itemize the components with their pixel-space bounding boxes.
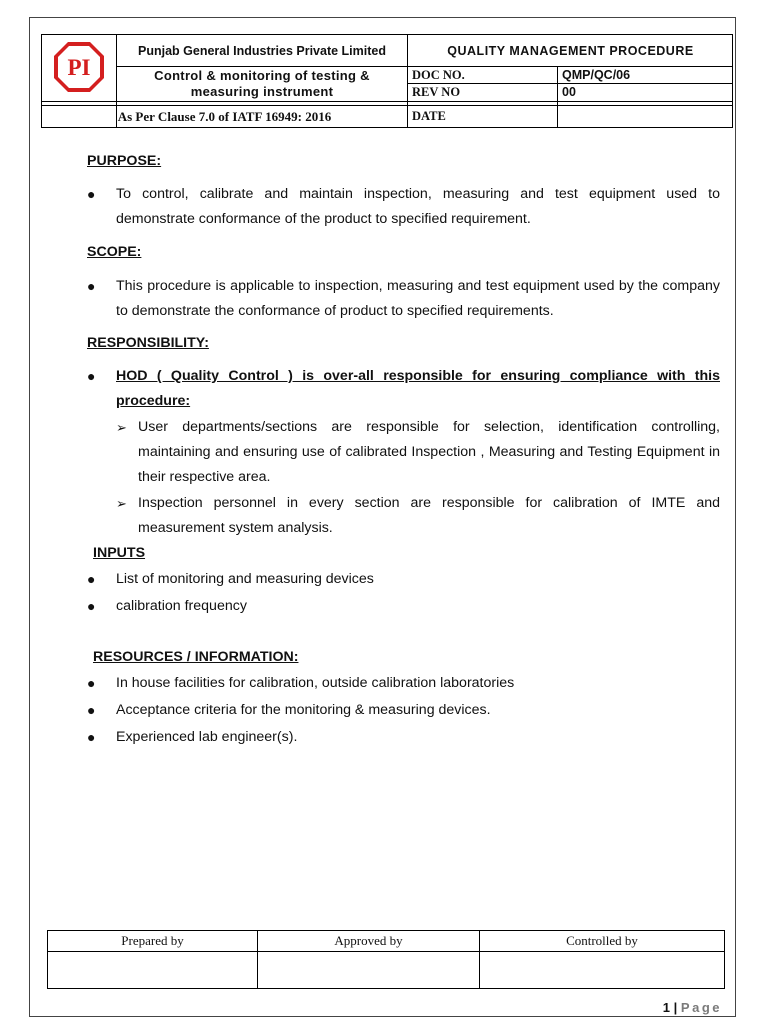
bullet-icon: ●	[87, 368, 96, 384]
resources-item-text: In house facilities for calibration, outside calibration laboratories	[116, 675, 515, 691]
purpose-text: To control, calibrate and maintain inspection, measuring and test equipment used to demonstrate conformance of the product to specified requirement.	[116, 186, 720, 227]
scope-bullet	[87, 274, 720, 324]
purpose-bullet	[87, 182, 720, 232]
resources-item-text: Acceptance criteria for the monitoring & measuring devices.	[116, 702, 491, 718]
page-word: Page	[680, 1000, 722, 1015]
bullet-icon: ●	[87, 729, 96, 745]
responsibility-sub-item	[116, 491, 720, 541]
clause-reference: As Per Clause 7.0 of IATF 16949: 2016	[117, 109, 332, 124]
responsibility-sub-text: Inspection personnel in every section are responsible for calibration of IMTE and measurement system analysis.	[138, 495, 720, 536]
bullet-icon: ●	[87, 702, 96, 718]
logo-text: PI	[67, 55, 91, 80]
scope-heading: SCOPE:	[87, 244, 142, 260]
procedure-title: Control & monitoring of testing & measuring instrument	[154, 68, 370, 99]
bullet-icon: ●	[87, 675, 96, 691]
resources-heading: RESOURCES / INFORMATION:	[93, 649, 299, 665]
rev-no-label: REV NO	[412, 85, 461, 99]
bullet-icon: ●	[87, 571, 96, 587]
prepared-by-label: Prepared by	[48, 931, 258, 952]
inputs-item	[87, 567, 720, 592]
approved-by-signature	[258, 952, 480, 989]
doc-no-label: DOC NO.	[412, 68, 465, 82]
controlled-by-label: Controlled by	[480, 931, 725, 952]
logo	[52, 40, 106, 97]
page-number-value: 1	[662, 1000, 671, 1015]
date-label: DATE	[412, 109, 446, 123]
bullet-icon: ●	[87, 598, 96, 614]
prepared-by-signature	[48, 952, 258, 989]
company-logo-icon	[52, 40, 106, 94]
purpose-heading: PURPOSE:	[87, 153, 162, 169]
inputs-item	[87, 594, 720, 619]
document-header	[41, 34, 733, 128]
resources-item-text: Experienced lab engineer(s).	[116, 729, 298, 745]
arrow-bullet-icon: ➢	[116, 420, 127, 435]
responsibility-sub-item	[116, 415, 720, 490]
page-separator: |	[673, 1000, 678, 1015]
resources-item	[87, 725, 720, 750]
approved-by-label: Approved by	[258, 931, 480, 952]
responsibility-sub-text: User departments/sections are responsible for selection, identification controlling, maintaining and ensuring use of calibrated Inspection , Measuring and Testing Equipment in their respective area.	[138, 419, 720, 485]
signature-table	[47, 930, 725, 989]
inputs-item-text: calibration frequency	[116, 598, 247, 614]
inputs-item-text: List of monitoring and measuring devices	[116, 571, 374, 587]
arrow-bullet-icon: ➢	[116, 496, 127, 511]
page-number	[663, 1000, 722, 1015]
doc-no-value: QMP/QC/06	[562, 68, 631, 82]
inputs-heading: INPUTS	[93, 545, 146, 561]
company-name: Punjab General Industries Private Limited	[138, 44, 386, 58]
responsibility-main-bullet	[87, 364, 720, 414]
resources-item	[87, 671, 720, 696]
responsibility-heading: RESPONSIBILITY:	[87, 335, 209, 351]
scope-text: This procedure is applicable to inspection, measuring and test equipment used by the company to demonstrate the conformance of product to specified requirements.	[116, 278, 720, 319]
controlled-by-signature	[480, 952, 725, 989]
rev-no-value: 00	[562, 85, 576, 99]
resources-item	[87, 698, 720, 723]
responsibility-main-text: HOD ( Quality Control ) is over-all responsible for ensuring compliance with this procedure:	[116, 368, 720, 409]
bullet-icon: ●	[87, 186, 96, 202]
bullet-icon: ●	[87, 278, 96, 294]
procedure-type: QUALITY MANAGEMENT PROCEDURE	[447, 43, 694, 58]
